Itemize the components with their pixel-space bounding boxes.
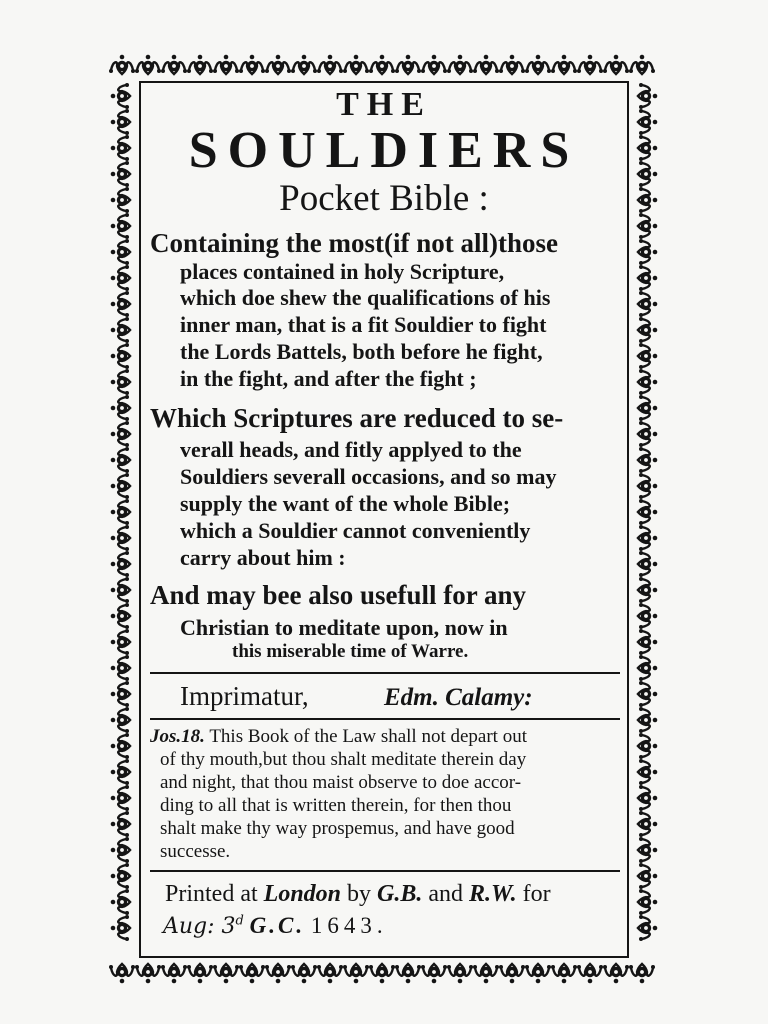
border-ornament-top [395,55,421,74]
border-ornament-top [187,55,213,74]
border-ornament-top [317,55,343,74]
border-ornament-left [111,343,130,369]
para2-line: Souldiers severall occasions, and so may [180,464,557,489]
border-ornament-right [638,655,657,681]
imprint-printed-at: Printed at [165,881,258,907]
imprint-printer-1: G.B. [377,881,423,907]
border-ornament-top [291,55,317,74]
border-ornament-left [111,473,130,499]
border-ornament-top [499,55,525,74]
border-ornament-bottom [525,964,551,983]
border-ornament-right [638,629,657,655]
border-ornament-right [638,317,657,343]
para2-line: which a Souldier cannot conveniently [180,518,531,543]
border-ornament-right [638,525,657,551]
border-ornament-right [638,603,657,629]
border-ornament-bottom [265,964,291,983]
border-ornament-left [111,759,130,785]
border-ornament-top [369,55,395,74]
border-ornament-right [638,811,657,837]
verse-line: and night, that thou maist observe to doe accor- [160,772,522,793]
border-ornament-top [161,55,187,74]
imprimatur-label: Imprimatur, [180,681,309,711]
verse-line-1 [150,727,527,746]
border-ornament-right [638,577,657,603]
border-ornament-bottom [447,964,473,983]
border-ornament-top [525,55,551,74]
border-ornament-top [577,55,603,74]
border-ornament-top [109,55,135,74]
border-ornament-bottom [343,964,369,983]
para1-line: the Lords Battels, both before he fight, [180,339,543,364]
border-ornament-top [343,55,369,74]
border-ornament-top [213,55,239,74]
border-ornament-top [551,55,577,74]
border-ornament-left [111,785,130,811]
border-ornament-left [111,577,130,603]
para2-line: supply the want of the whole Bible; [180,491,511,516]
title-the: THE [336,86,432,123]
border-ornament-right [638,681,657,707]
border-ornament-left [111,447,130,473]
border-ornament-bottom [161,964,187,983]
para1-line: Containing the most(if not all)those [150,228,559,258]
rule-top [150,672,620,674]
border-ornament-right [638,863,657,889]
border-ornament-bottom [551,964,577,983]
border-ornament-left [111,603,130,629]
para3-line: Christian to meditate upon, now in [180,615,508,640]
handwritten-annotation-sup: d [235,913,244,929]
border-ornament-left [111,395,130,421]
border-ornament-right [638,707,657,733]
border-ornament-bottom [291,964,317,983]
border-ornament-bottom [317,964,343,983]
border-ornament-top [239,55,265,74]
para2-line: Which Scriptures are reduced to se- [150,403,564,433]
title-souldiers: SOULDIERS [188,122,580,179]
border-ornament-top [629,55,655,74]
border-ornament-left [111,369,130,395]
border-ornament-top [603,55,629,74]
border-ornament-right [638,915,657,941]
border-ornament-left [111,551,130,577]
para3-line: this miserable time of Warre. [232,641,469,662]
verse-text: This Book of the Law shall not depart out [209,726,527,747]
border-ornament-top [421,55,447,74]
imprint-printer-2: R.W. [469,881,517,907]
border-ornament-right [638,291,657,317]
para1-line: in the fight, and after the fight ; [180,366,477,391]
border-ornament-top [265,55,291,74]
rule-bottom [150,870,620,872]
border-ornament-left [111,265,130,291]
border-ornament-bottom [109,964,135,983]
imprint-line-1 [165,882,551,906]
border-ornament-left [111,707,130,733]
border-ornament-right [638,447,657,473]
border-ornament-bottom [395,964,421,983]
border-ornament-left [111,239,130,265]
border-ornament-left [111,915,130,941]
imprint-by: by [347,881,372,907]
para2-line: verall heads, and fitly applyed to the [180,437,522,462]
imprint-city: London [263,881,342,907]
border-ornament-left [111,317,130,343]
border-ornament-bottom [629,964,655,983]
border-ornament-right [638,369,657,395]
imprint-year: 1643. [310,913,388,938]
border-ornament-left [111,499,130,525]
border-ornament-left [111,629,130,655]
border-ornament-right [638,473,657,499]
border-ornament-left [111,889,130,915]
border-ornament-bottom [421,964,447,983]
border-ornament-left [111,863,130,889]
border-ornament-bottom [499,964,525,983]
handwritten-annotation: Aug: 3 [163,914,236,939]
border-ornament-right [638,785,657,811]
imprint-for: for [522,881,551,907]
border-ornament-bottom [239,964,265,983]
imprint-publisher: G.C. [249,913,306,938]
border-ornament-top [473,55,499,74]
border-ornament-top [447,55,473,74]
border-ornament-bottom [473,964,499,983]
para1-line: which doe shew the qualifications of his [180,285,551,310]
border-ornament-right [638,837,657,863]
verse-line: ding to all that is written therein, for then thou [160,795,512,816]
border-ornament-right [638,265,657,291]
imprint-line-2 [163,914,388,938]
verse-line: of thy mouth,but thou shalt meditate therein day [160,749,527,770]
verse-line: shalt make thy way prospemus, and have good [160,818,515,839]
border-ornament-left [111,655,130,681]
border-ornament-right [638,551,657,577]
border-ornament-bottom [369,964,395,983]
border-ornament-bottom [603,964,629,983]
border-ornament-right [638,759,657,785]
border-ornament-left [111,421,130,447]
para1-line: places contained in holy Scripture, [180,259,505,284]
border-ornament-bottom [577,964,603,983]
rule-middle [150,718,620,720]
border-ornament-left [111,291,130,317]
border-ornament-right [638,499,657,525]
border-ornament-bottom [187,964,213,983]
para2-line: carry about him : [180,545,346,570]
para3-line: And may bee also usefull for any [150,580,527,610]
border-ornament-left [111,525,130,551]
border-ornament-top [135,55,161,74]
border-ornament-left [111,811,130,837]
border-ornament-right [638,343,657,369]
border-ornament-right [638,239,657,265]
border-ornament-right [638,733,657,759]
border-ornament-left [111,837,130,863]
verse-line: successe. [160,841,231,862]
title-pocket-bible: Pocket Bible : [279,178,489,219]
border-ornament-right [638,889,657,915]
imprimatur-name: Edm. Calamy: [384,684,533,711]
border-ornament-right [638,421,657,447]
border-ornament-left [111,733,130,759]
border-ornament-bottom [135,964,161,983]
verse-reference: Jos.18. [150,726,205,747]
imprint-and: and [428,881,464,907]
border-ornament-bottom [213,964,239,983]
border-ornament-right [638,395,657,421]
border-ornament-left [111,681,130,707]
para1-line: inner man, that is a fit Souldier to fight [180,312,547,337]
